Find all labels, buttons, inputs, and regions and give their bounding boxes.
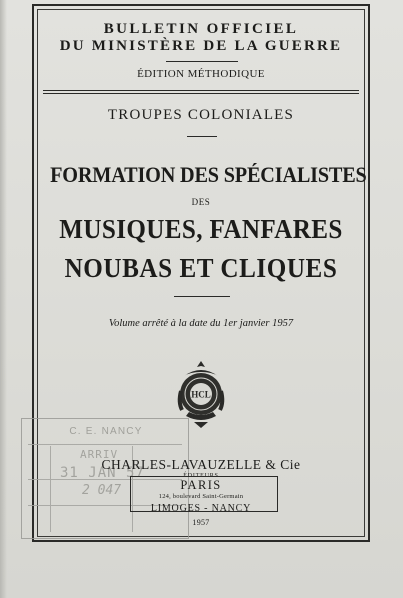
publisher-city: PARIS bbox=[180, 478, 222, 492]
title-connector: DES bbox=[191, 197, 211, 207]
stamp-arrival: ARRIV bbox=[80, 448, 119, 461]
section-divider bbox=[187, 136, 217, 137]
title-divider bbox=[174, 296, 230, 297]
stamp-rule bbox=[28, 444, 182, 445]
volume-note: Volume arrêté à la date du 1er janvier 1957 bbox=[108, 318, 294, 329]
publisher-address: 124, boulevard Saint-Germain bbox=[158, 493, 244, 500]
header-rule-top bbox=[43, 90, 359, 91]
stamp-date: 31 JAN 57 bbox=[60, 465, 145, 481]
title-line-3: NOUBAS ET CLIQUES bbox=[64, 253, 338, 283]
header-divider bbox=[166, 61, 238, 62]
bulletin-title: BULLETIN OFFICIEL bbox=[103, 21, 299, 37]
stamp-number: 2 047 bbox=[82, 483, 122, 498]
edition-label: ÉDITION MÉTHODIQUE bbox=[137, 68, 265, 80]
publisher-label: ÉDITEURS bbox=[183, 473, 219, 479]
ministry-title: DU MINISTÈRE DE LA GUERRE bbox=[59, 38, 343, 54]
publication-year: 1957 bbox=[192, 518, 210, 527]
publisher-name: CHARLES-LAVAUZELLE & Cie bbox=[101, 457, 301, 472]
header-rule-bottom bbox=[43, 93, 359, 94]
spine-shadow bbox=[0, 0, 7, 598]
title-line-1: FORMATION DES SPÉCIALISTES bbox=[50, 162, 367, 187]
stamp-title: C. E. NANCY bbox=[69, 426, 143, 437]
emblem-monogram: HCL bbox=[191, 389, 211, 400]
section-heading: TROUPES COLONIALES bbox=[107, 107, 295, 123]
publisher-other-cities: LIMOGES - NANCY bbox=[150, 503, 252, 514]
title-line-2: MUSIQUES, FANFARES bbox=[59, 214, 343, 244]
